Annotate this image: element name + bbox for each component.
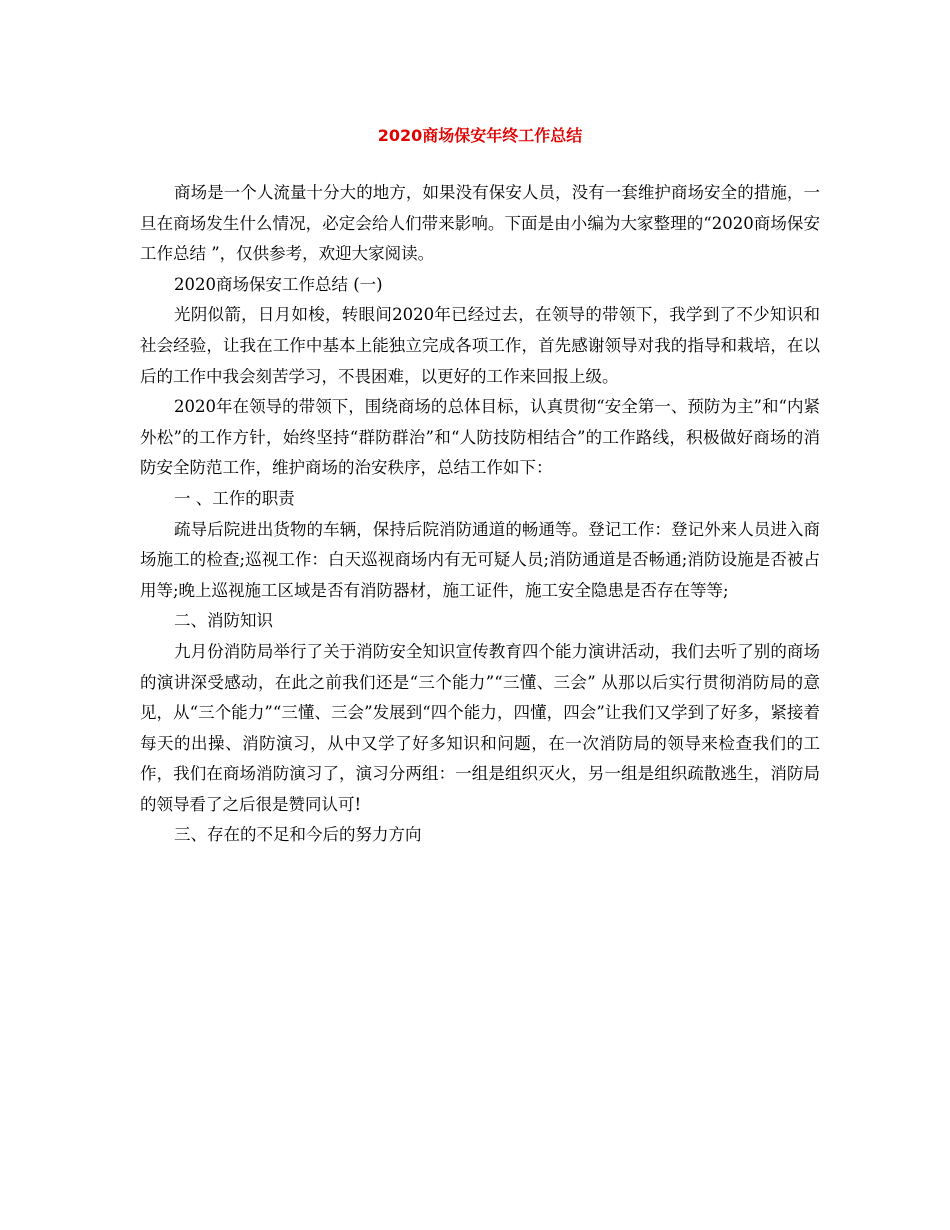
intro-paragraph: 商场是一个人流量十分大的地方，如果没有保安人员，没有一套维护商场安全的措施，一旦在商场发生什么情况，必定会给人们带来影响。下面是由小编为大家整理的“2020商场保安工作总结 ”，仅供参考，欢迎大家阅读。 — [140, 183, 820, 264]
body-paragraph: 光阴似箭，日月如梭，转眼间2020年已经过去，在领导的带领下，我学到了不少知识和社会经验，让我在工作中基本上能独立完成各项工作，首先感谢领导对我的指导和栽培，在以后的工作中我会刻苦学习，不畏困难，以更好的工作来回报上级。 — [140, 305, 820, 386]
body-paragraph: 疏导后院进出货物的车辆，保持后院消防通道的畅通等。登记工作：登记外来人员进入商场施工的检查;巡视工作：白天巡视商场内有无可疑人员;消防通道是否畅通;消防设施是否被占用等;晚上巡视施工区域是否有消防器材，施工证件，施工安全隐患是否存在等等; — [140, 519, 820, 600]
body-paragraph: 九月份消防局举行了关于消防安全知识宣传教育四个能力演讲活动，我们去听了别的商场的演讲深受感动，在此之前我们还是“三个能力”“三懂、三会” 从那以后实行贯彻消防局的意见，从“三个能力”“三懂、三会”发展到“四个能力，四懂，四会”让我们又学到了好多，紧接着每天的出操、消防演习，从中又学了好多知识和问题，在一次消防局的领导来检查我们的工作，我们在商场消防演习了，演习分两组：一组是组织灭火，另一组是组织疏散逃生，消防局的领导看了之后很是赞同认可! — [140, 641, 820, 814]
document-title: 2020商场保安年终工作总结 — [377, 126, 583, 145]
body-paragraph: 2020年在领导的带领下，围绕商场的总体目标，认真贯彻“安全第一、预防为主”和“内紧外松”的工作方针，始终坚持“群防群治”和“人防技防相结合”的工作路线，积极做好商场的消防安全防范工作，维护商场的治安秩序，总结工作如下： — [140, 397, 820, 478]
section-heading-part-one: 2020商场保安工作总结 (一) — [174, 274, 383, 294]
document-page — [140, 122, 820, 851]
section-heading-shortcomings: 三、存在的不足和今后的努力方向 — [174, 825, 422, 845]
section-heading-duties: 一 、工作的职责 — [174, 488, 295, 508]
section-heading-fire-knowledge: 二、消防知识 — [174, 611, 273, 631]
